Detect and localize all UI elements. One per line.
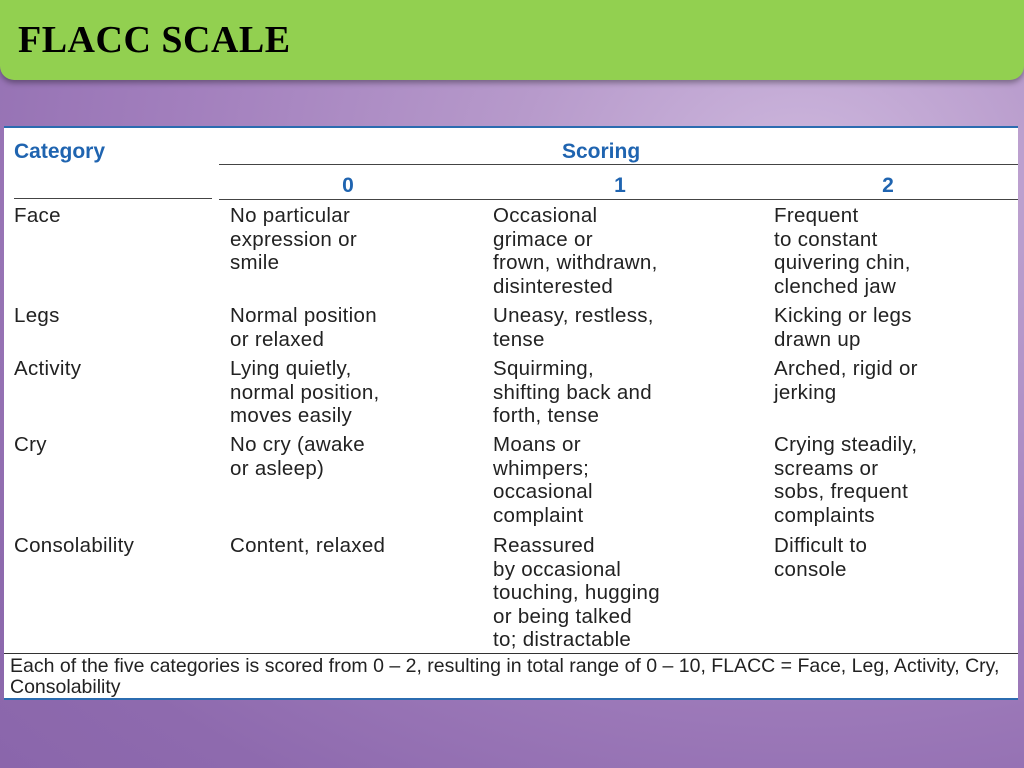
cell-line: frown, withdrawn, [493,251,658,274]
cell-line: Content, relaxed [230,534,386,557]
table-footnote: Each of the five categories is scored from 0 – 2, resulting in total range of 0 – 10, FLACC = Face, Leg, Activity, Cry, Consolability [10,655,1000,698]
score-column-2: 2 [882,174,894,197]
cell-line: whimpers; [493,456,590,480]
cell-line: normal position, [230,380,380,404]
cell-line: Lying quietly, [230,357,352,380]
cell-line: screams or [774,456,879,480]
cell-line: No particular [230,204,351,227]
cell-line: tense [493,327,545,351]
cell-line: sobs, frequent [774,480,909,503]
category-legs: Legs [14,304,60,327]
cell-line: clenched jaw [774,274,897,298]
cell-line: or asleep) [230,456,325,480]
cell-line: jerking [774,380,837,404]
cell-line: Occasional [493,204,598,227]
cell-line: quivering chin, [774,251,911,274]
score-column-0: 0 [342,174,354,197]
score-cell-consolability-0 [230,534,385,558]
cell-line: disinterested [493,274,614,298]
score-cell-consolability-2 [774,534,867,581]
scoring-header: Scoring [562,140,641,163]
cell-line: drawn up [774,327,861,351]
cell-line: by occasional [493,557,622,581]
slide-title: FLACC SCALE [18,19,291,61]
cell-line: Frequent [774,204,859,227]
cell-line: to constant [774,227,878,251]
cell-line: touching, hugging [493,581,660,604]
cell-line: smile [230,251,280,274]
header-rule [14,198,212,199]
cell-line: moves easily [230,404,353,427]
cell-line: console [774,557,847,581]
cell-line: Normal position [230,304,377,327]
cell-line: Crying steadily, [774,433,918,456]
score-cell-activity-0 [230,357,380,428]
category-header: Category [14,140,106,163]
score-cell-activity-1 [493,357,652,428]
category-face: Face [14,204,61,227]
cell-line: or being talked [493,604,632,628]
cell-line: Reassured [493,534,595,557]
score-cell-legs-2 [774,304,912,351]
score-column-1: 1 [614,174,626,197]
column-head-rule [219,199,1018,200]
cell-line: grimace or [493,227,593,251]
title-bar [0,0,1024,80]
cell-line: occasional [493,480,593,503]
score-cell-activity-2 [774,357,918,404]
category-cry: Cry [14,433,47,456]
cell-line: to; distractable [493,628,632,651]
cell-line: No cry (awake [230,433,365,456]
score-cell-face-0 [230,204,357,275]
cell-line: or relaxed [230,327,325,351]
cell-line: Squirming, [493,357,594,380]
score-cell-face-1 [493,204,658,298]
flacc-table [4,126,1018,700]
score-cell-consolability-1 [493,534,660,652]
cell-line: Difficult to [774,534,868,557]
score-cell-face-2 [774,204,911,298]
score-cell-legs-0 [230,304,377,351]
score-cell-cry-0 [230,433,365,480]
cell-line: Kicking or legs [774,304,912,327]
cell-line: forth, tense [493,404,600,427]
cell-line: Moans or [493,433,581,456]
score-cell-cry-1 [493,433,593,527]
cell-line: complaints [774,503,875,527]
category-activity: Activity [14,357,82,380]
score-cell-cry-2 [774,433,917,527]
cell-line: shifting back and [493,380,652,404]
cell-line: Arched, rigid or [774,357,918,380]
cell-line: complaint [493,503,584,527]
cell-line: Uneasy, restless, [493,304,654,327]
category-consolability: Consolability [14,534,135,557]
scoring-rule [219,164,1018,165]
score-cell-legs-1 [493,304,654,351]
cell-line: expression or [230,227,357,251]
footer-rule [4,653,1018,654]
